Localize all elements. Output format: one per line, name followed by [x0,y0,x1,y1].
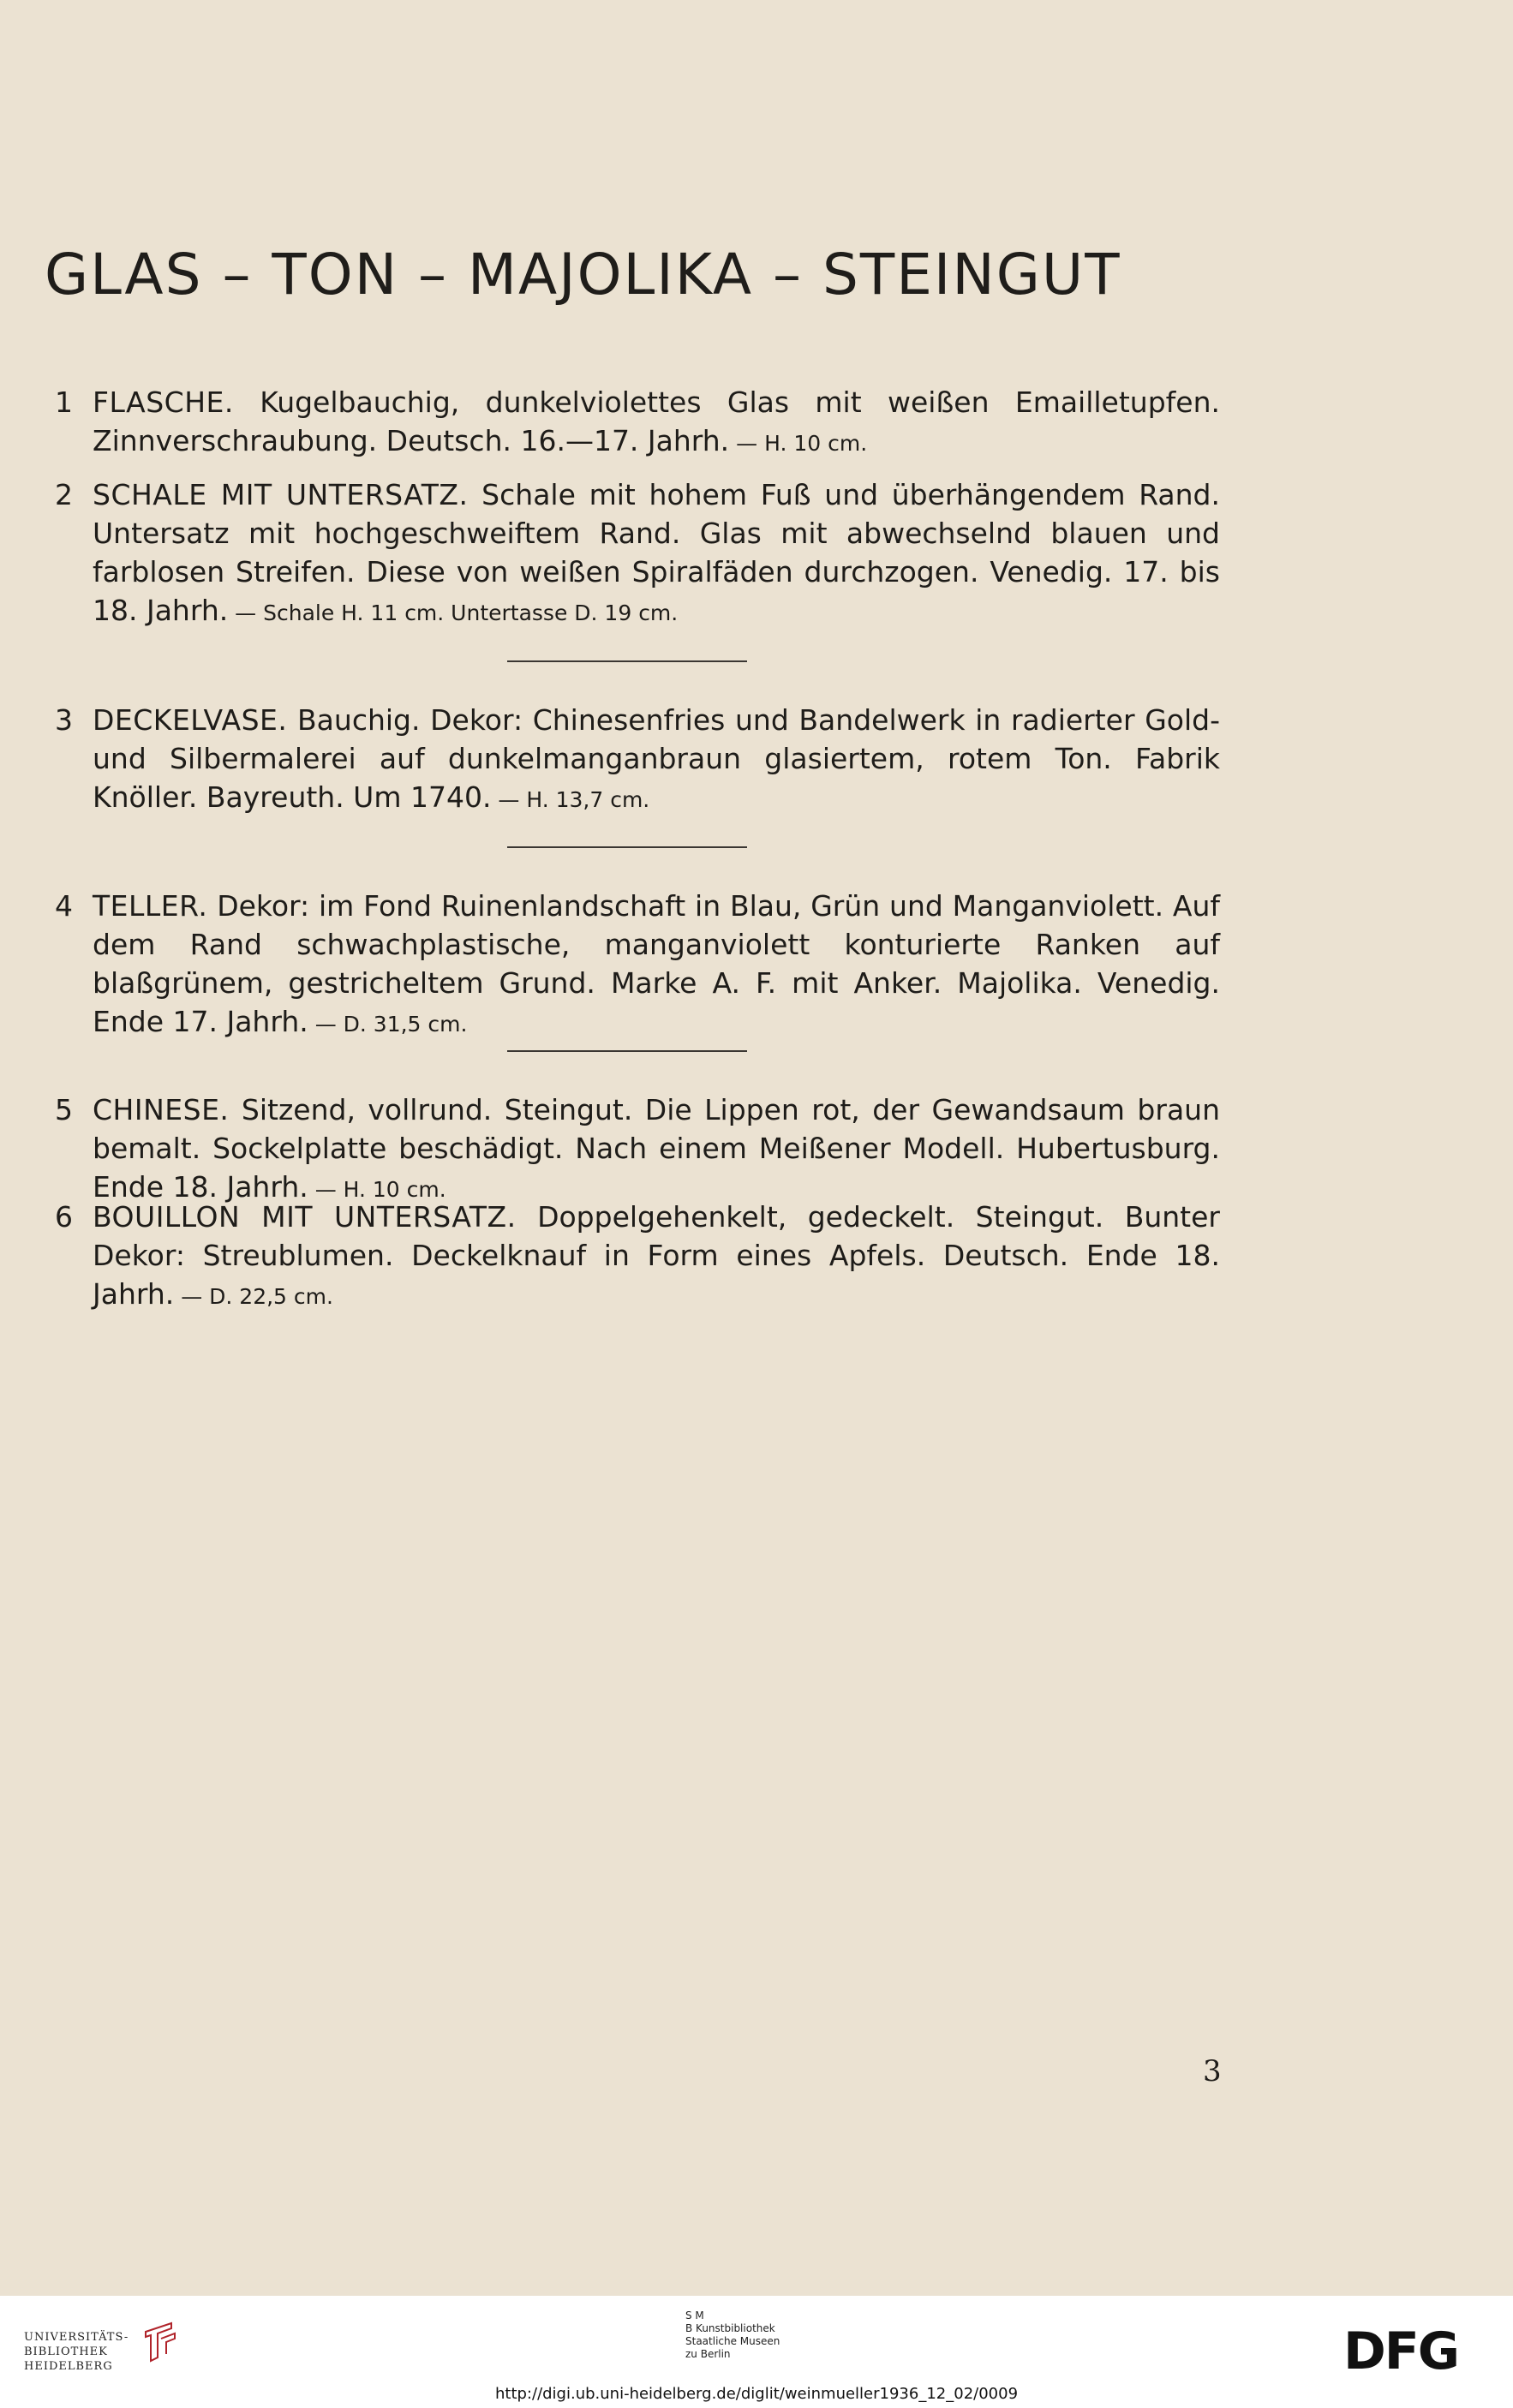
entry-heading: BOUILLON MIT UNTERSATZ. [93,1200,517,1234]
catalog-entry-5 [55,1090,1220,1209]
entry-measurement: — H. 10 cm. [729,431,868,456]
page-title: GLAS – TON – MAJOLIKA – STEINGUT [45,242,1121,308]
entry-heading: TELLER. [93,889,208,923]
entry-number: 4 [55,889,73,923]
credit-line: S M [685,2309,704,2321]
entry-number: 3 [55,703,73,737]
credit-line: B Kunstbibliothek [685,2322,775,2334]
entry-measurement: — D. 22,5 cm. [174,1284,333,1309]
source-url-link[interactable]: http://digi.ub.uni-heidelberg.de/diglit/weinmueller1936_12_02/0009 [494,2385,1019,2403]
entry-measurement: — Schale H. 11 cm. Untertasse D. 19 cm. [228,601,679,625]
entry-text: Schale mit hohem Fuß und überhängendem Rand. Untersatz mit hochgeschweiftem Rand. Glas mit abwechselnd blauen und farblosen Streifen. Diese von weißen Spiralfäden durchzogen. Venedig. 17. bis 18. Jahrh. [93,478,1220,627]
catalog-entry-4 [55,887,1220,1043]
entry-measurement: — H. 10 cm. [308,1177,446,1202]
credit-line: Staatliche Museen [685,2335,780,2347]
catalog-entry-3 [55,701,1220,819]
entry-heading: FLASCHE. [93,385,234,419]
divider-rule [507,660,747,662]
page-number: 3 [1203,2054,1222,2088]
divider-rule [507,846,747,848]
entry-number: 1 [55,385,73,419]
entry-number: 2 [55,478,73,511]
library-logo-icon [137,2320,183,2368]
catalog-entry-6 [55,1198,1220,1316]
catalog-entry-1 [55,383,1220,463]
entry-heading: DECKELVASE. [93,703,288,737]
entry-measurement: — H. 13,7 cm. [491,787,650,812]
digitization-footer [0,2296,1513,2408]
entry-number: 6 [55,1200,73,1234]
museum-credit [685,2309,780,2361]
divider-rule [507,1050,747,1052]
entry-heading: CHINESE. [93,1093,230,1126]
dfg-logo: DFG [1343,2321,1459,2381]
entry-heading: SCHALE MIT UNTERSATZ. [93,478,469,511]
entry-text: Kugelbauchig, dunkelviolettes Glas mit weißen Emailletupfen. Zinnverschraubung. Deutsch. 16.—17. Jahrh. [93,385,1220,457]
library-line: BIBLIOTHEK [24,2345,108,2358]
entry-text: Bauchig. Dekor: Chinesenfries und Bandelwerk in radierter Gold- und Silbermalerei auf dunkelmanganbraun glasiertem, rotem Ton. Fabrik Knöller. Bayreuth. Um 1740. [93,703,1220,814]
credit-line: zu Berlin [685,2348,731,2360]
library-line: UNIVERSITÄTS- [24,2331,129,2344]
entry-text: Sitzend, vollrund. Steingut. Die Lippen rot, der Gewandsaum braun bemalt. Sockelplatte beschädigt. Nach einem Meißener Modell. Hubertusburg. Ende 18. Jahrh. [93,1093,1220,1204]
entry-number: 5 [55,1093,73,1126]
library-line: HEIDELBERG [24,2360,113,2373]
library-name [24,2330,129,2374]
entry-text: Dekor: im Fond Ruinenlandschaft in Blau, Grün und Manganviolett. Auf dem Rand schwachplastische, manganviolett konturierte Ranken auf blaßgrünem, gestricheltem Grund. Marke A. F. mit Anker. Majolika. Venedig. Ende 17. Jahrh. [93,889,1220,1038]
entry-measurement: — D. 31,5 cm. [308,1012,468,1037]
entry-text: Doppelgehenkelt, gedeckelt. Steingut. Bunter Dekor: Streublumen. Deckelknauf in Form eines Apfels. Deutsch. Ende 18. Jahrh. [93,1200,1220,1311]
catalog-entry-2 [55,475,1220,632]
